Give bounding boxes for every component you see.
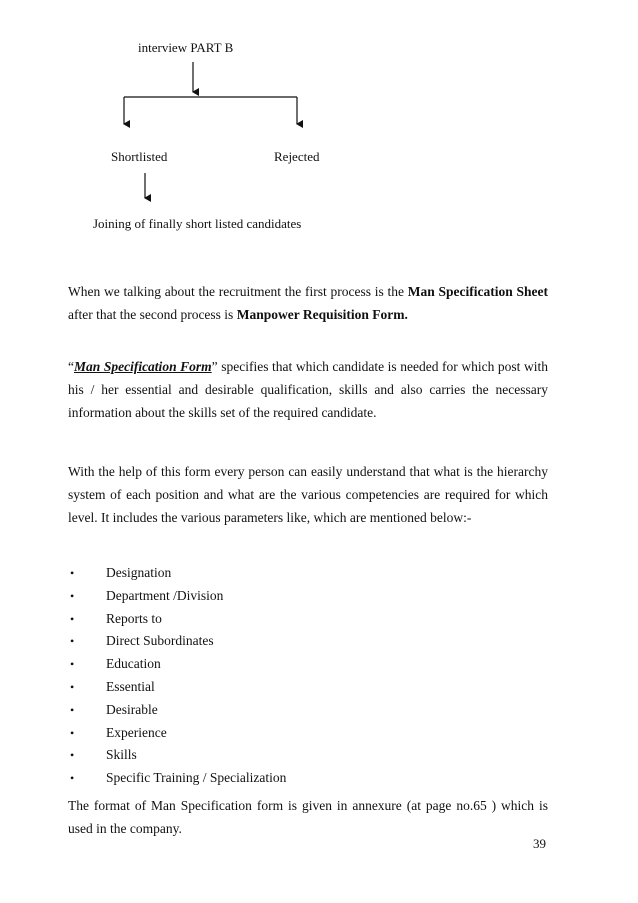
para1-text-1: When we talking about the recruitment the first process is the bbox=[68, 284, 408, 299]
term-manpower-requisition-form: Manpower Requisition Form. bbox=[236, 307, 408, 322]
list-item: • Reports to bbox=[68, 608, 538, 631]
bullet-icon: • bbox=[70, 634, 75, 649]
flowchart-connectors bbox=[0, 0, 638, 240]
bullet-icon: • bbox=[70, 657, 75, 672]
list-item: • Skills bbox=[68, 744, 538, 767]
paragraph-process bbox=[68, 280, 548, 326]
list-item: • Desirable bbox=[68, 699, 538, 722]
page-number: 39 bbox=[533, 836, 546, 851]
flow-node-interview: interview PART B bbox=[138, 40, 234, 55]
bullet-icon: • bbox=[70, 725, 75, 740]
list-item: • Direct Subordinates bbox=[68, 630, 538, 653]
para1-text-2: after that the second process is bbox=[68, 307, 237, 322]
term-man-specification-sheet: Man Specification Sheet bbox=[407, 284, 548, 299]
para2-text: ” specifies that which candidate is needed for which post with his / her essential and desirable qualification, skills and also carries the necessary information about the skills set of the required candidate. bbox=[68, 359, 548, 420]
open-quote: “ bbox=[68, 359, 74, 374]
bullet-icon: • bbox=[70, 679, 75, 694]
list-item: • Experience bbox=[68, 722, 538, 745]
term-man-specification-form: Man Specification Form bbox=[74, 359, 212, 374]
paragraph-annexure bbox=[68, 794, 548, 840]
list-item: • Education bbox=[68, 653, 538, 676]
flow-node-shortlisted: Shortlisted bbox=[111, 149, 168, 164]
bullet-icon: • bbox=[70, 771, 75, 786]
bullet-icon: • bbox=[70, 588, 75, 603]
flow-node-rejected: Rejected bbox=[274, 149, 320, 164]
list-item: • Specific Training / Specialization bbox=[68, 767, 538, 790]
bullet-icon: • bbox=[70, 611, 75, 626]
bullet-icon: • bbox=[70, 748, 75, 763]
paragraph-hierarchy bbox=[68, 460, 548, 529]
list-item: • Department /Division bbox=[68, 585, 538, 608]
bullet-icon: • bbox=[70, 702, 75, 717]
list-item: • Essential bbox=[68, 676, 538, 699]
bullet-icon: • bbox=[70, 566, 75, 580]
para4-text: The format of Man Specification form is given in annexure (at page no.65 ) which is used in the company. bbox=[68, 798, 548, 836]
para3-text: With the help of this form every person can easily understand that what is the hierarchy system of each position and what are the various competencies are required for which level. It includes the various parameters like, which are mentioned below:- bbox=[68, 464, 548, 525]
list-item: • Designation bbox=[68, 562, 538, 585]
paragraph-man-spec-form bbox=[68, 355, 548, 424]
parameters-list bbox=[68, 562, 538, 790]
flow-node-joining: Joining of finally short listed candidates bbox=[93, 216, 302, 231]
